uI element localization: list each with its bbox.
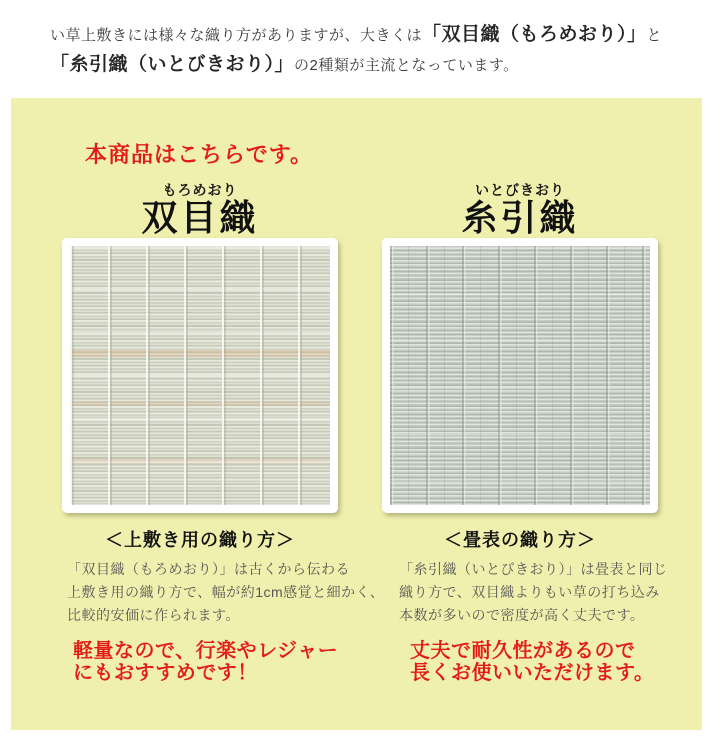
weave-title-morome: 双目織 (141, 197, 259, 238)
weave-title-itobiki: 糸引織 (461, 197, 579, 238)
weave-highlight-morome (73, 640, 338, 684)
column-itobiki-ori (382, 180, 668, 684)
photo-frame-itobiki (382, 238, 658, 513)
intro-line1-regular: い草上敷きには様々な織り方がありますが、大きくは (50, 27, 423, 44)
ruby-label-itobiki: いとびきおり (475, 182, 565, 198)
ruby-label-morome: もろめおり (162, 182, 238, 198)
description-line: 「双目織（もろめおり）」は古くから伝わる (67, 561, 350, 577)
weave-caption-itobiki: ＜畳表の織り方＞ (444, 530, 596, 550)
intro-line1-bold: 「双目織（もろめおり）」 (422, 24, 647, 45)
product-callout-label: 本商品はこちらです。 (85, 142, 314, 167)
highlight-line: 長くお使いいただけます。 (410, 662, 655, 684)
column-morome-ori (62, 180, 385, 684)
intro-line2-regular: の2種類が主流となっています。 (294, 57, 519, 74)
description-line: 比較的安価に作られます。 (67, 607, 240, 623)
highlight-line: 丈夫で耐久性があるので (410, 640, 636, 662)
description-line: 「糸引織（いとびきおり）」は畳表と同じ (399, 561, 668, 577)
highlight-line: 軽量なので、行楽やレジャー (73, 640, 339, 662)
highlight-line: にもおすすめです！ (73, 662, 258, 684)
weave-highlight-itobiki (410, 640, 654, 684)
description-line: 織り方で、双目織よりもい草の打ち込み (399, 584, 660, 600)
intro-line1-tail: と (646, 27, 663, 44)
weave-caption-morome: ＜上敷き用の織り方＞ (105, 530, 295, 550)
weave-comparison-panel (11, 98, 702, 730)
description-line: 上敷き用の織り方で、幅が約1cm感覚と細かく、 (67, 584, 385, 600)
morome-weave-photo (70, 246, 330, 505)
weave-description-morome (67, 558, 384, 627)
description-line: 本数が多いので密度が高く丈夫です。 (399, 607, 645, 623)
itobiki-weave-photo (390, 246, 650, 505)
intro-paragraph (50, 20, 690, 80)
intro-line2-bold: 「糸引織（いとびきおり）」 (50, 54, 295, 75)
photo-frame-morome (62, 238, 338, 513)
weave-description-itobiki (399, 558, 668, 627)
